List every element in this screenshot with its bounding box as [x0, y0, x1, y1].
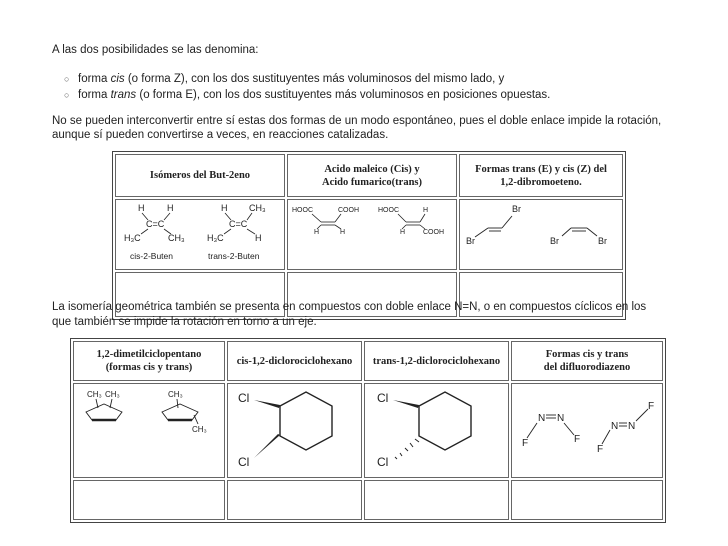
table2-header-trans-dichlorocyclohexane: trans-1,2-diclorociclohexano: [364, 341, 509, 381]
bullet-cis: [64, 72, 504, 86]
atom-label: N: [628, 421, 636, 432]
dimethylcyclopentane-structures: [74, 384, 224, 472]
table1-cell-maleic: [287, 199, 457, 270]
atom-label: COOH: [338, 207, 359, 214]
bullet-emphasis: trans: [110, 89, 137, 101]
bullet-icon: ○: [64, 90, 70, 100]
atom-label: COOH: [423, 229, 444, 236]
butene-structures: [116, 200, 284, 264]
table1-cell-butene: [115, 199, 285, 270]
atom-label: CH₃: [168, 233, 185, 243]
compound-name: trans-2-Buten: [208, 251, 260, 261]
compound-name: cis-2-Buten: [130, 251, 173, 261]
atom-label: HOOC: [378, 207, 399, 214]
table2-empty-cell: [73, 480, 225, 520]
atom-label: F: [597, 444, 604, 455]
atom-label: C=C: [229, 219, 248, 229]
table1-cell-dibromoethene: [459, 199, 623, 270]
cis-dichlorocyclohexane-structure: [228, 384, 361, 472]
atom-label: CH₃: [249, 203, 266, 213]
difluorodiazene-structures: [512, 384, 662, 472]
atom-label: H: [255, 233, 262, 243]
bullet-text: (o forma E), con los dos sustituyentes más voluminosos en posiciones opuestas.: [136, 89, 551, 101]
atom-label: H: [340, 229, 346, 236]
atom-label: CH₃: [192, 425, 207, 434]
atom-label: H₃C: [124, 233, 141, 243]
atom-label: C=C: [146, 219, 165, 229]
table2-cell-cis-dichlorocyclohexane: [227, 383, 362, 478]
trans-dichlorocyclohexane-structure: [365, 384, 508, 472]
table2-header-cis-dichlorocyclohexane: cis-1,2-diclorociclohexano: [227, 341, 362, 381]
table2-empty-cell: [227, 480, 362, 520]
maleic-fumaric-structures: [288, 200, 456, 264]
atom-label: N: [538, 413, 546, 424]
table2-cell-trans-dichlorocyclohexane: [364, 383, 509, 478]
atom-label: Cl: [238, 455, 250, 469]
atom-label: N: [557, 413, 565, 424]
atom-label: H₃C: [207, 233, 224, 243]
table2-empty-cell: [364, 480, 509, 520]
paragraph-1-line-1: No se pueden interconvertir entre sí estas dos formas de un modo espontáneo, pues el doble enlace impide la rotación,: [52, 115, 662, 127]
table2-header-dimethylcyclopentane: 1,2-dimetilciclopentano (formas cis y trans): [73, 341, 225, 381]
atom-label: Cl: [238, 391, 250, 405]
bullet-icon: ○: [64, 74, 70, 84]
atom-label: F: [648, 401, 655, 412]
atom-label: F: [522, 438, 529, 449]
table2-cell-difluorodiazene: [511, 383, 663, 478]
bullet-text: forma: [78, 73, 111, 85]
table1-header-butene: Isómeros del But-2eno: [115, 154, 285, 197]
atom-label: H: [167, 203, 174, 213]
atom-label: Cl: [377, 391, 389, 405]
bullet-text: (o forma Z), con los dos sustituyentes más voluminosos del mismo lado, y: [124, 73, 505, 85]
table-isomers-1: [112, 151, 626, 320]
atom-label: H: [138, 203, 145, 213]
paragraph-2-line-1: La isomería geométrica también se presenta en compuestos con doble enlace N=N, o en compuestos cíclicos en los: [52, 301, 647, 313]
atom-label: H: [423, 207, 429, 214]
table-isomers-2: [70, 338, 666, 523]
atom-label: H: [221, 203, 228, 213]
atom-label: N: [611, 421, 619, 432]
atom-label: H: [314, 229, 320, 236]
paragraph-1-line-2: aunque sí pueden convertirse a veces, en reacciones catalizadas.: [52, 129, 389, 141]
atom-label: Br: [466, 236, 475, 246]
atom-label: Br: [550, 236, 559, 246]
table1-header-maleic: Acido maleico (Cis) y Acido fumarico(trans): [287, 154, 457, 197]
atom-label: CH₃: [168, 390, 183, 399]
table2-empty-cell: [511, 480, 663, 520]
atom-label: H: [400, 229, 406, 236]
atom-label: CH₃: [105, 390, 120, 399]
bullet-text: forma: [78, 89, 111, 101]
atom-label: F: [574, 434, 581, 445]
atom-label: HOOC: [292, 207, 313, 214]
table2-header-difluorodiazene: Formas cis y trans del difluorodiazeno: [511, 341, 663, 381]
bullet-trans: [64, 88, 550, 102]
atom-label: Br: [598, 236, 607, 246]
atom-label: Br: [512, 204, 521, 214]
intro-text: A las dos posibilidades se las denomina:: [52, 44, 259, 56]
atom-label: CH₃: [87, 390, 102, 399]
table2-cell-dimethylcyclopentane: [73, 383, 225, 478]
dibromoethene-structures: [460, 200, 622, 264]
bullet-emphasis: cis: [110, 73, 125, 85]
paragraph-2-line-2: que también se impide la rotación en torno a un eje.: [52, 316, 317, 328]
table1-header-dibromoethene: Formas trans (E) y cis (Z) del 1,2-dibromoeteno.: [459, 154, 623, 197]
atom-label: Cl: [377, 455, 389, 469]
